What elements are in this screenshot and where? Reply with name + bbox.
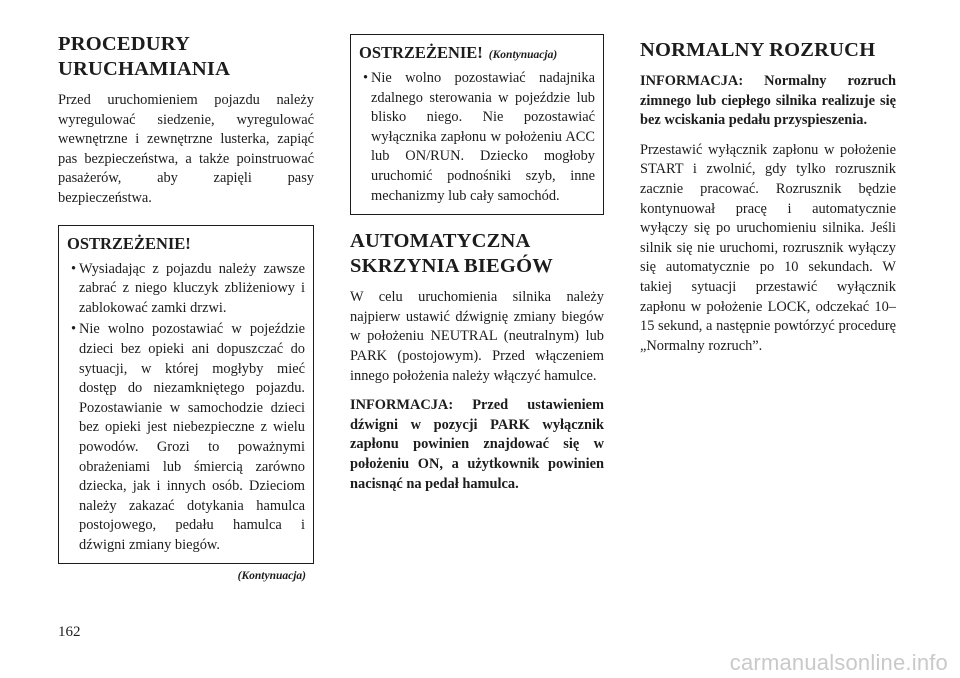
heading-line-1: AUTOMATYCZNA (350, 230, 531, 253)
section-heading-automatic-transmission (350, 229, 604, 279)
heading-line-1: PROCEDURY (58, 33, 191, 55)
section-heading-starting-procedures (58, 32, 314, 82)
warning-box (58, 225, 314, 565)
warning-title-text: OSTRZEŻENIE! (359, 43, 483, 62)
page-number: 162 (58, 624, 81, 640)
warning-item: • Nie wolno pozostawiać w pojeździe dzieci bez opieki ani dopuszczać do sytuacji, w której mogłyby mieć dostęp do niezamkniętego pojazdu. Pozostawianie w samochodzie dzieci bez opieki jest niebezpieczne z wielu powodów. Grozi to poważnymi obrażeniami lub śmiercią zarówno dziecka, jak i innych osób. Dzieciom należy zakazać dotykania hamulca postojowego, pedału hamulca i dźwigni zmiany biegów. (67, 320, 305, 555)
warning-title: OSTRZEŻENIE! (67, 233, 191, 253)
column-middle (350, 32, 604, 504)
warning-box-continued (350, 34, 604, 215)
warning-title (359, 43, 595, 63)
information-note: INFORMACJA: Przed ustawieniem dźwigni w pozycji PARK wyłącznik zapłonu powinien znajdować się w położeniu ON, a użytkownik powinien nacisnąć na pedał hamulca. (350, 397, 604, 492)
continued-label: (Kontynuacja) (237, 570, 306, 583)
heading-line-2: SKRZYNIA BIEGÓW (350, 255, 553, 278)
warning-item: • Wysiadając z pojazdu należy zawsze zabrać z niego kluczyk zbliżeniowy i zablokować zamki drzwi. (67, 260, 305, 319)
section-heading-normal-start: NORMALNY ROZRUCH (640, 39, 876, 61)
watermark-text: carmanualsonline.info (729, 650, 948, 675)
warning-item: • Nie wolno pozostawiać nadajnika zdalnego sterowania w pojeździe lub blisko niego. Nie pozostawiać wyłącznika zapłonu w położeniu ACC lub ON/RUN. Dziecko mogłoby uruchomić podnośniki szyb, inne mechanizmy lub cały samochód. (359, 69, 595, 206)
transmission-paragraph: W celu uruchomienia silnika należy najpierw ustawić dźwignię zmiany biegów w położeniu NEUTRAL (neutralnym) lub PARK (postojowym). Przed włączeniem innego położenia należy włączyć hamulce. (350, 289, 604, 384)
normal-start-paragraph: Przestawić wyłącznik zapłonu w położenie START i zwolnić, gdy tylko rozrusznik zacznie pracować. Rozrusznik będzie kontynuował pracę i automatycznie wyłączy się po uruchomieniu silnika. Jeśli silnik się nie uruchomi, rozrusznik wyłączy się automatycznie po 10 sekundach. W takiej sytuacji przestawić wyłącznik zapłonu w położenie LOCK, odczekać 10–15 sekund, a następnie powtórzyć procedurę „Normalny rozruch”. (640, 141, 896, 354)
heading-line-2: URUCHAMIANIA (58, 58, 231, 80)
column-left (58, 32, 314, 582)
column-right (640, 32, 896, 366)
warning-continued-label: (Kontynuacja) (488, 49, 558, 61)
warning-list (67, 260, 305, 556)
intro-paragraph: Przed uruchomieniem pojazdu należy wyregulować siedzenie, wyregulować wewnętrzne i zewnętrzne lusterka, zapiąć pas bezpieczeństwa, a także poinstruować pasażerów, aby zapięli pasy bezpieczeństwa. (58, 92, 314, 206)
warning-list (359, 69, 595, 206)
information-note: INFORMACJA: Normalny rozruch zimnego lub ciepłego silnika realizuje się bez wciskania pedału przyspieszenia. (640, 73, 896, 129)
